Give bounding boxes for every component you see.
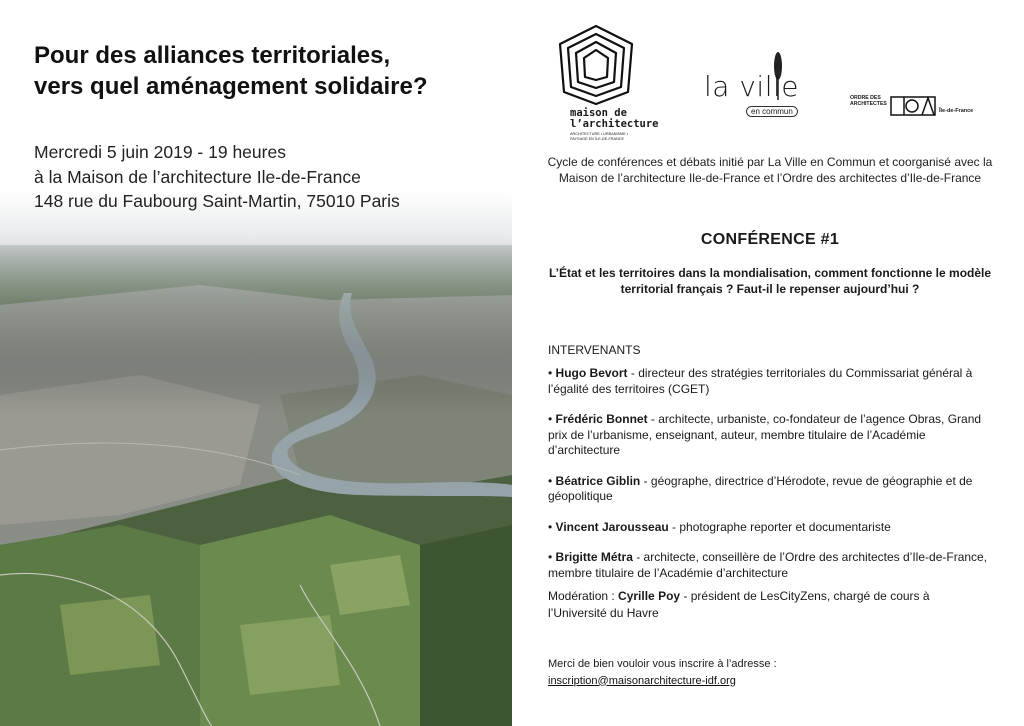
la-ville-en-commun-logo <box>702 50 802 120</box>
speakers-list <box>548 366 988 596</box>
maison-logo-line-2: l’architecture <box>570 118 659 130</box>
maison-logo-tagline: ARCHITECTURE • URBANISME • PAYSAGE EN ÎLE-DE-FRANCE <box>570 132 629 141</box>
ville-logo-sub: en commun <box>746 106 798 117</box>
speaker-desc: - architecte, conseillère de l’Ordre des architectes d’Ile-de-France, membre titulaire de l’Académie d’architecture <box>548 550 988 580</box>
registration-info <box>548 656 988 689</box>
speaker-item: • Hugo Bevort - directeur des stratégies territoriales du Commissariat général à l’égalité des territoires (CGET) <box>548 366 973 396</box>
moderator-name: Cyrille Poy <box>618 589 681 603</box>
moderator-desc: - président de LesCityZens, chargé de cours à l’Université du Havre <box>548 589 930 620</box>
speaker-item: • Brigitte Métra - architecte, conseillère de l’Ordre des architectes d’Ile-de-France, membre titulaire de l’Académie d’architecture <box>548 550 988 580</box>
speaker-desc: - photographe reporter et documentariste <box>668 519 891 534</box>
aerial-landscape-photo <box>0 245 512 726</box>
poster-title <box>34 40 427 102</box>
speakers-heading: INTERVENANTS <box>548 343 641 357</box>
title-line-1: Pour des alliances territoriales, <box>34 42 391 69</box>
speaker-item: • Vincent Jarousseau - photographe reporter et documentariste <box>548 519 891 534</box>
registration-email-link[interactable]: inscription@maisonarchitecture-idf.org <box>548 674 736 687</box>
ordre-des-architectes-logo <box>850 96 1000 116</box>
house-outline-icon <box>556 22 636 106</box>
maison-logo-name <box>570 107 659 130</box>
oa-logo-text: ORDRE DES ARCHITECTES <box>850 95 887 107</box>
speaker-name: Brigitte Métra <box>555 550 633 564</box>
speaker-name: Vincent Jarousseau <box>555 519 669 534</box>
conference-subtitle: L’État et les territoires dans la mondialisation, comment fonctionne le modèle territorial français ? Faut-il le repenser aujourd’hui ? <box>548 266 992 296</box>
event-venue: à la Maison de l’architecture Ile-de-France <box>34 166 361 187</box>
registration-text: Merci de bien vouloir vous inscrire à l’adresse : <box>548 658 777 670</box>
oa-mark-icon <box>890 96 936 116</box>
speaker-name: Frédéric Bonnet <box>555 412 648 426</box>
speaker-item: • Frédéric Bonnet - architecte, urbaniste, co-fondateur de l’agence Obras, Grand prix de l’urbanisme, enseignant, auteur, membre titulaire de l’Académie d’architecture <box>548 412 982 457</box>
conference-title: CONFÉRENCE #1 <box>700 231 840 248</box>
speaker-desc: - architecte, urbaniste, co-fondateur de l’agence Obras, Grand prix de l’urbanisme, enseignant, auteur, membre titulaire de l’Académie d’architecture <box>548 412 982 457</box>
moderation-label: Modération : <box>548 589 619 603</box>
event-address: 148 rue du Faubourg Saint-Martin, 75010 Paris <box>34 191 400 211</box>
title-line-2: vers quel aménagement solidaire? <box>34 73 428 100</box>
ville-logo-text: la ville <box>704 70 799 103</box>
speaker-item: • Béatrice Giblin - géographe, directrice d’Hérodote, revue de géographie et de géopolitique <box>548 473 973 503</box>
speaker-name: Hugo Bevort <box>555 366 628 380</box>
maison-architecture-logo <box>556 22 659 142</box>
moderation-info <box>548 588 988 621</box>
maison-logo-line-1: maison de <box>570 107 627 119</box>
oa-logo-region: Île-de-France <box>939 108 974 114</box>
poster-right-panel <box>512 0 1024 726</box>
cycle-intro: Cycle de conférences et débats initié par La Ville en Commun et coorganisé avec la Maison de l’architecture Ile-de-France et l’Ordre des architectes d’Ile-de-France <box>547 155 993 185</box>
event-date: Mercredi 5 juin 2019 - 19 heures <box>34 142 286 162</box>
event-details <box>34 140 400 214</box>
speaker-desc: - géographe, directrice d’Hérodote, revue de géographie et de géopolitique <box>548 473 973 503</box>
speaker-desc: - directeur des stratégies territoriales du Commissariat général à l’égalité des territoires (CGET) <box>548 366 973 396</box>
speaker-name: Béatrice Giblin <box>555 473 641 488</box>
